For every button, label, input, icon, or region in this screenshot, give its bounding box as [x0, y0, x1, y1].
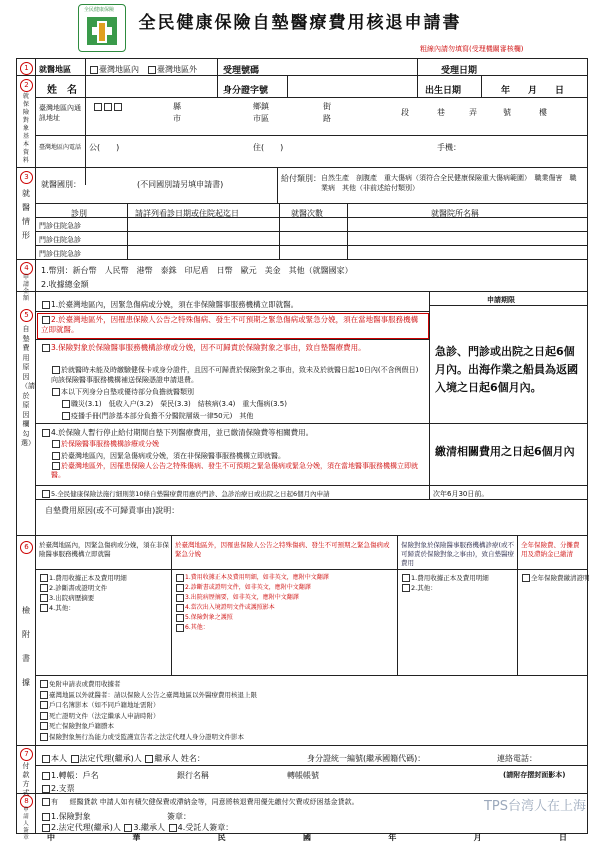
bank-name[interactable]: 銀行名稱: [177, 771, 209, 780]
birth-label: 出生日期: [425, 86, 462, 96]
reason-3a[interactable]: 於就醫時未能及時繳驗健保卡或身分證件，且因不可歸責於保險對象之事由，致未及於就醫日起10日內(不含例假日)向該保險醫事服務機構補送保險憑證申請退費。: [51, 366, 419, 384]
postcode-boxes[interactable]: [93, 102, 123, 111]
addr-county: 縣 市: [173, 102, 181, 123]
section-number-8: 8: [20, 795, 33, 808]
sec6-side-label: 檢附書據: [22, 606, 30, 687]
reason-5-date: 次年6月30日前。: [433, 490, 489, 498]
tel-label: 臺灣地區內電話: [39, 144, 82, 151]
reason-5[interactable]: 5.全民健康保險法施行細則第10條自墊醫療費用應於門診、急診治療日或出院之日起6個月內申請: [41, 489, 330, 498]
sec4-side-label: 申請金額: [22, 274, 29, 302]
tel-office[interactable]: 公( ): [89, 143, 120, 152]
section-number-2: 2: [20, 79, 33, 92]
idno-label: 身分證字號: [223, 86, 269, 96]
watermark: TPS台湾人在上海: [483, 799, 586, 814]
visit-row-1[interactable]: 門診住院急診: [39, 222, 81, 230]
sec2-side-label: 就保險對象基本資料: [22, 93, 29, 164]
section-number-1: 1: [20, 62, 33, 75]
tel-home[interactable]: 住( ): [253, 143, 284, 152]
doc-list-3[interactable]: 1.費用收據正本及費用明細 2.其他：: [401, 573, 489, 593]
col-visit-type: 診別: [71, 209, 87, 218]
form-title: 全民健康保險自墊醫療費用核退申請書: [138, 13, 462, 33]
abroad-checkbox[interactable]: [148, 66, 156, 74]
sign-insured[interactable]: 1.保險對象: [41, 811, 91, 822]
currency-line[interactable]: 1.幣別：新台幣 人民幣 港幣 泰銖 印尼盾 日幣 歐元 美金 其他（就醫國家）: [41, 266, 353, 275]
region-abroad[interactable]: 臺灣地區外: [147, 64, 197, 75]
region-taiwan[interactable]: 臺灣地區內: [89, 64, 139, 75]
sign-others[interactable]: 2.法定代理(繼承)人 3.繼承人 4.受託人簽章：: [41, 822, 233, 833]
sec7-side-label: 付款方式: [22, 762, 30, 797]
accept-date-label: 受理日期: [441, 66, 478, 76]
birth-ymd: 年 月 日: [501, 86, 565, 96]
taiwan-checkbox[interactable]: [90, 66, 98, 74]
doc-list-1[interactable]: 1.費用收據正本及費用明細 2.診斷書或證明文件 3.出院病歷摘要 4.其他：: [39, 573, 127, 613]
form-sheet: [16, 58, 590, 842]
sec3-side-label: 就醫情形: [22, 189, 30, 240]
sec8-side-label: 申請人簽章: [23, 807, 29, 841]
section-number-6: 6: [20, 541, 33, 554]
reason-4b[interactable]: 於臺灣地區內，因緊急傷病或分娩，須在非保險醫事服務機構立即就醫。: [51, 451, 285, 461]
addr-number: 號: [503, 108, 511, 117]
reason-4c[interactable]: 於臺灣地區外，因罹患保險人公告之特殊傷病、發生不可預期之緊急傷病或緊急分娩，須在當地醫事服務機構立即就醫。: [51, 462, 418, 479]
name-label: 姓 名: [47, 85, 77, 96]
doc-list-2[interactable]: 1.費用收據正本及費用明細，如非英文，應附中文翻譯 2.診斷書或證明文件，如非英文，應附中文翻譯 3.出院病歷摘要，如非英文，應附中文翻譯 4.當次出入境證明文件或護照影本 5.保險對象之護照 6.其他：: [175, 573, 329, 633]
country-label: 就醫國別：: [41, 180, 81, 189]
doc-col-head-1: 於臺灣地區內，因緊急傷病或分娩，須在非保險醫事服務機構立即就醫: [39, 541, 169, 558]
region-label: 就醫地區: [39, 65, 71, 74]
col-hospital: 就醫院所名稱: [431, 209, 479, 218]
addr-alley: 弄: [469, 108, 477, 117]
deadline-1: 急診、門診或出院之日起6個月內。出海作業之船員為返國入境之日起6個月內。: [435, 345, 578, 394]
check-row[interactable]: 2.支票: [41, 783, 75, 794]
mobile[interactable]: 手機：: [437, 143, 461, 152]
payee-row[interactable]: 本人 法定代理(繼承)人 繼承人 姓名：: [41, 753, 205, 764]
country-note: (不同國別請另填申請書): [137, 180, 224, 189]
passbook-note: (請附存摺封面影本): [503, 771, 566, 779]
section-number-3: 3: [20, 171, 33, 184]
roc-date-row: 中 華 民 國 年 月 日: [47, 833, 567, 842]
accept-no-label: 受理號碼: [223, 66, 260, 76]
addr-township: 鄉鎮 市區: [253, 102, 269, 123]
doc-list-4[interactable]: 全年保險費繳清證明: [521, 573, 590, 583]
col-dates: 請詳列看診日期或住院起迄日: [135, 209, 239, 218]
account-no[interactable]: 轉帳帳號: [287, 771, 319, 780]
doc-col-head-4: 全年保險費、分攤費用及滯納金已繳清: [521, 541, 580, 558]
reason-4[interactable]: 4.於保險人暫行停止給付期間自墊下列醫療費用，並已繳清保險費等相關費用。: [41, 427, 313, 438]
col-visits: 就醫次數: [291, 209, 323, 218]
address-label: 臺灣地區內通訊地址: [39, 104, 81, 122]
logo-text: 全民健康保險: [84, 7, 115, 13]
addr-street: 街 路: [323, 102, 331, 123]
deadline-head: 申請期限: [487, 296, 515, 304]
reason-3c[interactable]: 職災(3.1) 低收入户(3.2) 榮民(3.3) 結核病(3.4) 重大傷病(3.5): [61, 399, 287, 409]
addr-section: 段: [401, 108, 409, 117]
sign-label-1[interactable]: 簽章：: [167, 812, 191, 821]
payee-tel[interactable]: 連絡電話：: [497, 754, 537, 763]
pay-type-options[interactable]: 自然生產 剖腹產 重大傷病（須符合全民健康保險重大傷病範圍） 職業傷害 職業病 其他（非前述給付類別）: [321, 174, 577, 192]
reason-1[interactable]: 1.於臺灣地區內，因緊急傷病或分娩，須在非保險醫事服務機構立即就醫。: [41, 299, 298, 310]
transfer-row[interactable]: 1.轉帳：戶名: [41, 770, 99, 781]
doc-col-head-2: 於臺灣地區外，因罹患保險人公告之特殊傷病、發生不可預期之緊急傷病或緊急分娩: [175, 541, 390, 558]
reason-3d[interactable]: 疫播手冊(門診基本部分負擔不分醫院層級一律50元) 其他: [61, 411, 253, 421]
red-note: 粗線內請勿填寫(受理機關審核欄): [420, 45, 524, 53]
reason-explain-label[interactable]: 自墊費用原因(或不可歸責事由)說明：: [45, 506, 180, 515]
payee-idno[interactable]: 身分證統一編號(繼承國籍代碼)：: [307, 754, 426, 763]
reason-3[interactable]: 3.保險對象於保險醫事服務機構診療或分娩，因不可歸責於保險對象之事由，致自墊醫療費用。: [41, 343, 423, 353]
sec5-side-label: 自墊費用原因（請於原因欄勾選）: [21, 325, 35, 447]
doc-extra-list[interactable]: 免附申請表或費用收據者 臺灣地區以外就醫者：請以保險人公告之臺灣地區以外醫療費用核退上限 戶口名簿影本（如不同戶籍地址需附） 死亡證明文件（法定繼承人申請時附） 死亡保險對象戶籍謄本 保險對象無行為能力或受監護宣告者之法定代理人身分證明文件影本: [39, 679, 257, 742]
addr-lane: 巷: [437, 108, 445, 117]
visit-row-3[interactable]: 門診住院急診: [39, 250, 81, 258]
reason-3b[interactable]: 本以下列身分自墊或優待部分負擔就醫類別: [51, 387, 194, 397]
pay-type-label: 給付類別：: [281, 174, 321, 183]
section-number-4: 4: [20, 262, 33, 275]
consent-line[interactable]: 有 經醫貸款 申請人如有積欠健保費或滯納金等，同意將核退費用優先繳付欠費或紓困基金貸款。: [41, 797, 359, 807]
receipt-total[interactable]: 2.收據總金額: [41, 280, 89, 289]
deadline-2: 繳清相關費用之日起6個月內: [435, 445, 575, 458]
visit-row-2[interactable]: 門診住院急診: [39, 236, 81, 244]
reason-2[interactable]: 2.於臺灣地區外，因罹患保險人公告之特殊傷病、發生不可預期之緊急傷病或緊急分娩，須在當地醫事服務機構立即就醫。: [41, 315, 419, 334]
addr-floor: 樓: [539, 108, 547, 117]
section-number-7: 7: [20, 748, 33, 761]
reason-4a[interactable]: 於保險醫事服務機構診療或分娩: [51, 439, 159, 449]
doc-col-head-3: 保險對象於保險醫事服務機構診療(或不可歸責於保險對象之事由)，致自墊醫療費用: [401, 541, 515, 567]
section-number-5: 5: [20, 309, 33, 322]
